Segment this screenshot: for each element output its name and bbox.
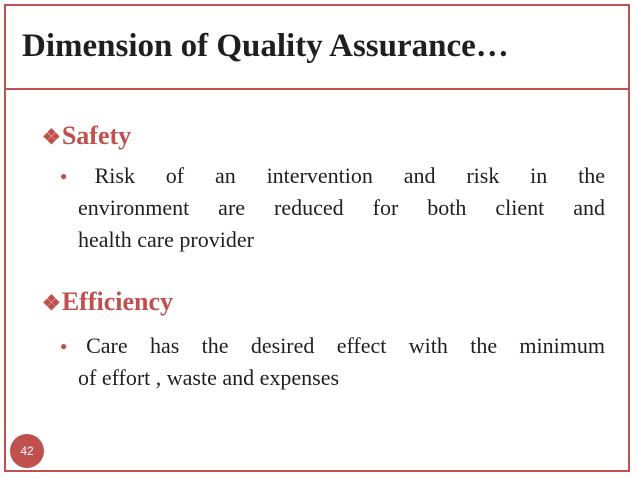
slide-number-badge: 42 (10, 434, 44, 468)
diamond-bullet-icon: ❖ (42, 125, 61, 149)
bullet-text: Care has the desired effect with the minimum (86, 333, 605, 358)
section-heading-safety (42, 121, 131, 151)
bullet-point-safety-line2: environment are reduced for both client and (78, 195, 605, 220)
bullet-text: Risk of an intervention and risk in the (94, 163, 605, 188)
round-bullet-icon: ● (60, 339, 85, 353)
section-heading-label: Safety (61, 121, 132, 150)
section-heading-efficiency (42, 287, 173, 317)
bullet-point-efficiency-line1 (60, 330, 605, 365)
diamond-bullet-icon: ❖ (42, 291, 61, 315)
bullet-point-safety-line1 (60, 160, 605, 195)
title-divider (6, 88, 628, 90)
bullet-point-safety-line3: health care provider (78, 227, 254, 252)
bullet-point-efficiency-line2: of effort , waste and expenses (78, 365, 340, 390)
section-heading-label: Efficiency (61, 287, 174, 316)
slide-title: Dimension of Quality Assurance… (22, 28, 509, 64)
round-bullet-icon: ● (60, 169, 93, 183)
